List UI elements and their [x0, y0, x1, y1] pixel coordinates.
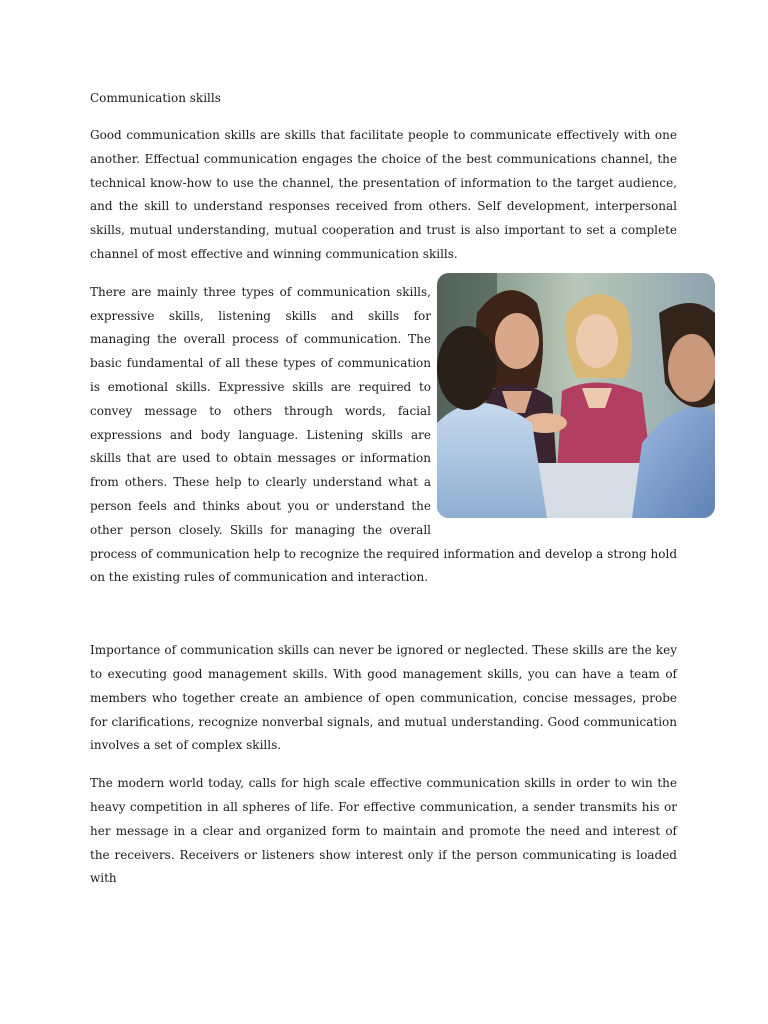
paragraph-1: Good communication skills are skills that facilitate people to communicate effectively with one another. Effectual communication engages the choice of the best communications channel, the technical know-how to use the channel, the presentation of information to the target audience, and the skill to understand responses received from others. Self development, interpersonal skills, mutual understanding, mutual cooperation and trust is also important to set a complete channel of most effective and winning communication skills.: [90, 128, 677, 261]
section-spacer: [90, 604, 677, 639]
paragraph-4: The modern world today, calls for high scale effective communication skills in order to win the heavy competition in all spheres of life. For effective communication, a sender transmits his or her message in a clear and organized form to maintain and promote the need and interest of the receivers. Receivers or listeners show interest only if the person communicating is loaded with: [90, 776, 677, 886]
paragraph-3: Importance of communication skills can never be ignored or neglected. These skills are the key to executing good management skills. With good management skills, you can have a team of members who together create an ambience of open communication, concise messages, probe for clarifications, recognize nonverbal signals, and mutual understanding. Good communication involves a set of complex skills.: [90, 643, 677, 753]
meeting-photo: [437, 273, 715, 518]
document-page: [90, 86, 677, 905]
document-title: Communication skills: [90, 91, 221, 105]
paragraph-2: There are mainly three types of communication skills, expressive skills, listening skills and skills for managing the overall process of communication. The basic fundamental of all these types of communication is emotional skills. Expressive skills are required to convey message to others through words, facial expressions and body language. Listening skills are skills that are used to obtain messages or information from others. These help to clearly understand what a person feels and thinks about you or understand the other person closely. Skills for managing the overall process of communication help to recognize the required information and develop a strong hold on the existing rules of communication and interaction.: [90, 284, 677, 585]
meeting-photo-illustration: [437, 273, 715, 518]
